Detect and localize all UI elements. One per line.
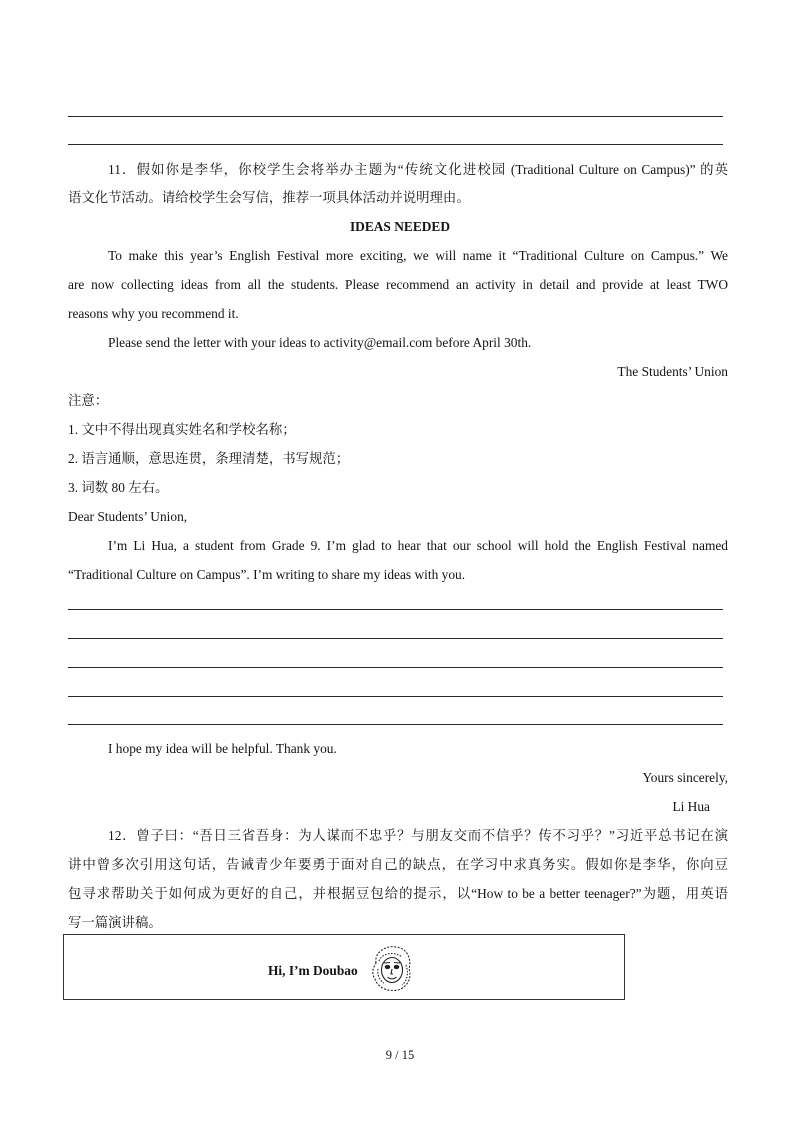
letter-sign-2: Li Hua (672, 799, 710, 814)
notice-line-4: Please send the letter with your ideas to activity@email.com before April 30th. (108, 335, 532, 350)
notice-line-3: reasons why you recommend it. (68, 306, 239, 321)
notice-line-1: To make this year’s English Festival more exciting, we will name it “Traditional Culture on Campus.” We (108, 248, 728, 263)
writing-line (68, 724, 723, 725)
q11-prompt-line-2: 语文化节活动。请给校学生会写信，推荐一项具体活动并说明理由。 (68, 190, 470, 205)
notice-signoff: The Students’ Union (617, 364, 728, 379)
page-number: 9 / 15 (385, 1048, 415, 1062)
q12-prompt-line-3: 包寻求帮助关于如何成为更好的自己，并根据豆包给的提示，以“How to be a better teenager?”为题，用英语 (68, 886, 728, 901)
writing-line (68, 696, 723, 697)
q11-prompt-line-1: 11．假如你是李华，你校学生会将举办主题为“传统文化进校园 (Traditional Culture on Campus)” 的英 (108, 162, 728, 177)
answer-line (68, 116, 723, 117)
note-2: 2. 语言通顺，意思连贯，条理清楚，书写规范； (68, 451, 350, 466)
writing-line (68, 609, 723, 610)
q12-prompt-line-1: 12．曾子曰：“吾日三省吾身：为人谋而不忠乎？与朋友交而不信乎？传不习乎？”习近平总书记在演 (108, 828, 728, 843)
note-1: 1. 文中不得出现真实姓名和学校名称； (68, 422, 296, 437)
notes-title: 注意： (68, 393, 109, 408)
doubao-box-label: Hi, I’m Doubao (268, 963, 358, 978)
q12-prompt-line-2: 讲中曾多次引用这句话，告诫青少年要勇于面对自己的缺点，在学习中求真务实。假如你是李华，你向豆 (68, 857, 728, 872)
writing-line (68, 638, 723, 639)
letter-line-2: “Traditional Culture on Campus”. I’m writing to share my ideas with you. (68, 567, 466, 582)
letter-sign-1: Yours sincerely, (642, 770, 728, 785)
writing-line (68, 667, 723, 668)
letter-closing: I hope my idea will be helpful. Thank you. (108, 741, 337, 756)
note-3: 3. 词数 80 左右。 (68, 480, 169, 495)
q12-prompt-line-4: 写一篇演讲稿。 (68, 915, 162, 930)
letter-line-1: I’m Li Hua, a student from Grade 9. I’m glad to hear that our school will hold the English Festival named (108, 538, 728, 553)
answer-line (68, 144, 723, 145)
notice-title: IDEAS NEEDED (349, 219, 451, 234)
doubao-avatar-icon (368, 943, 416, 993)
notice-line-2: are now collecting ideas from all the students. Please recommend an activity in detail and provide at least TWO (68, 277, 728, 292)
letter-salutation: Dear Students’ Union, (68, 509, 188, 524)
